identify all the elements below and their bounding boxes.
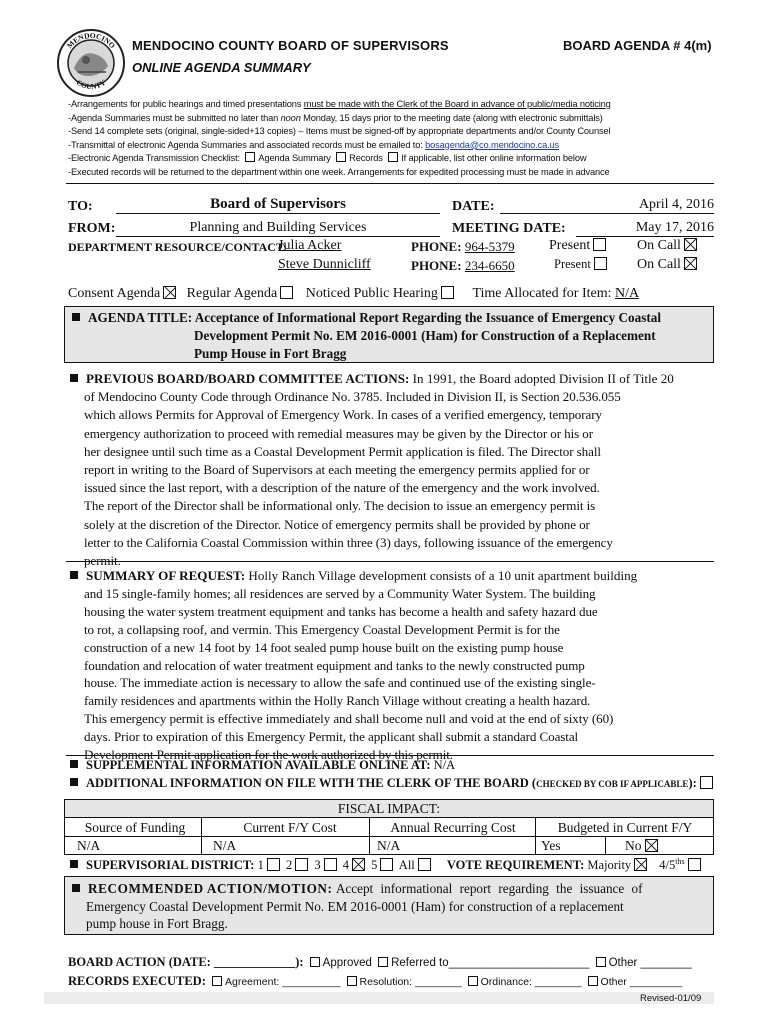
consent-agenda-checkbox[interactable] — [163, 286, 176, 299]
fiscal-value-annual: N/A — [377, 838, 401, 853]
referred-checkbox[interactable] — [378, 957, 388, 967]
paragraph-line: of Mendocino County Code through Ordinance No. 3785. Included in Division II, is Section 20.536.055 — [84, 389, 621, 405]
paragraph-line: to rot, a collapsing roof, and vermin. This Emergency Coastal Development Permit is for the — [84, 621, 560, 637]
ordinance-checkbox[interactable] — [468, 976, 478, 986]
district-3-checkbox[interactable] — [324, 858, 337, 871]
oncall-row-2: On Call — [637, 257, 700, 273]
svg-text:MENDOCINO: MENDOCINO — [64, 30, 118, 51]
paragraph-line: days. Prior to expiration of this Emergency Permit, the applicant shall submit a standard Coastal — [84, 729, 579, 745]
divider — [66, 755, 714, 756]
from-label: FROM: — [68, 221, 116, 236]
present-checkbox-1[interactable] — [593, 238, 606, 251]
present-row-2: Present — [554, 257, 610, 272]
phone-row-2: PHONE: 234-6650 — [411, 258, 515, 273]
page-title: MENDOCINO COUNTY BOARD OF SUPERVISORS — [132, 38, 449, 53]
footer-bar — [44, 992, 714, 1004]
paragraph-line: letter to the California Coastal Commission within three (3) days, following issuance of the emergency — [84, 534, 613, 550]
paragraph-line: issued since the last report, with a description of the nature of the emergency and the work involved. — [84, 480, 600, 496]
oncall-row-1: On Call — [637, 238, 700, 254]
recommended-action: RECOMMENDED ACTION/MOTION: Accept informational report regarding the issuance of Emergency Coastal Development Permit No. EM 2016-0001 (Ham) for construction of a replacement pump house in Fort Bragg. — [72, 880, 643, 933]
additional-info: ADDITIONAL INFORMATION ON FILE WITH THE CLERK OF THE BOARD (CHECKED BY COB IF APPLICABLE): — [70, 776, 716, 791]
board-action-row: BOARD ACTION (DATE: _____________): Approved Referred to______________________ Other ________ — [68, 955, 692, 969]
district-2-checkbox[interactable] — [295, 858, 308, 871]
oncall-checkbox-2[interactable] — [684, 257, 697, 270]
instruction-line: -Transmittal of electronic Agenda Summaries and associated records must be emailed to: bosagenda@co.mendocino.ca.us — [68, 139, 560, 150]
agenda-summary-checkbox[interactable] — [245, 152, 255, 162]
paragraph-line: foundation and relocation of water treatment equipment and tanks to the newly constructed pump — [84, 657, 585, 673]
phone-1: 964-5379 — [464, 239, 515, 254]
supplemental-value: N/A — [433, 758, 456, 772]
other-action-checkbox[interactable] — [596, 957, 606, 967]
paragraph-line: report in writing to the Board of Supervisors at each meeting the emergency permits applied for or — [84, 462, 590, 478]
budgeted-no-checkbox[interactable] — [645, 839, 658, 852]
summary-of-request: SUMMARY OF REQUEST: Holly Ranch Village development consists of a 10 unit apartment building and 15 single-family homes; all residences are served by a Community Water System. The building housing the water system treatment equipment and tanks has become a health and safety hazard due to rot, a collapsing roof, and vermin. This Emergency Coastal Development Permit is for the construction of a new 14 foot by 14 foot sealed pump house built on the existing pump house foundation and relocation of water treatment equipment and tanks to the newly constructed pump house. The immediate action is necessary to allow the safe and continued use of the existing single- family residences and apartments within the Holly Ranch Village without creating a health hazard. This emergency permit is effective immediately and shall become null and void at the end of sixty (60) days. Prior to expiration of this Emergency Permit, the applicant shall submit a standard Coastal Development Permit application for the work authorized by this permit. — [70, 567, 714, 764]
county-seal — [56, 28, 126, 98]
regular-agenda-checkbox[interactable] — [280, 286, 293, 299]
paragraph-line: This emergency permit is effective immediately and shall become null and void at the end of sixty (60) — [84, 711, 614, 727]
cob-checked-checkbox[interactable] — [700, 776, 713, 789]
resolution-checkbox[interactable] — [347, 976, 357, 986]
fiscal-value-source: N/A — [77, 838, 101, 853]
fiscal-value-current: N/A — [213, 838, 237, 853]
fiscal-header-current: Current F/Y Cost — [243, 820, 337, 835]
fiscal-impact-table — [64, 799, 714, 855]
other-online-checkbox[interactable] — [388, 152, 398, 162]
dept-contact-label: DEPARTMENT RESOURCE/CONTACT: — [68, 240, 288, 254]
paragraph-line: solely at the discretion of the Director. Notice of emergency permits shall be provided by phone or — [84, 516, 590, 532]
fiscal-budgeted-no: No — [625, 837, 661, 855]
to-label: TO: — [68, 199, 93, 214]
records-checkbox[interactable] — [336, 152, 346, 162]
supplemental-info: SUPPLEMENTAL INFORMATION AVAILABLE ONLINE AT: N/A — [70, 758, 455, 773]
contact-name-2: Steve Dunnicliff — [278, 257, 371, 272]
bosagenda-email-link[interactable]: bosagenda@co.mendocino.ca.us — [425, 139, 560, 150]
paragraph-line: and 15 single-family homes; all residences are served by a Community Water System. The building — [84, 585, 596, 601]
paragraph-line: emergency authorization to proceed with remedial measures may be given by the Director or his or — [84, 425, 593, 441]
supervisorial-district-row: SUPERVISORIAL DISTRICT: 1 2 3 4 5 All VOTE REQUIREMENT: Majority $4/5^{ths}$ — [70, 857, 704, 873]
meeting-date-value: May 17, 2016 — [576, 220, 714, 237]
approved-checkbox[interactable] — [310, 957, 320, 967]
instruction-line: -Agenda Summaries must be submitted no later than noon Monday, 15 days prior to the meeting date (along with electronic submittals) — [68, 112, 603, 123]
district-4-checkbox[interactable] — [352, 858, 365, 871]
paragraph-line: house. The immediate action is necessary to allow the safe and continued use of the existing single- — [84, 675, 596, 691]
divider — [66, 183, 714, 184]
contact-name-1: Julia Acker — [278, 238, 342, 253]
fiscal-header-source: Source of Funding — [84, 820, 186, 835]
phone-2: 234-6650 — [464, 258, 515, 273]
majority-checkbox[interactable] — [634, 858, 647, 871]
present-checkbox-2[interactable] — [594, 257, 607, 270]
agenda-type-row: Consent Agenda Regular Agenda Noticed Public Hearing Time Allocated for Item: N/A — [68, 286, 640, 301]
paragraph-line: her designee until such time as a Coastal Development Permit application is filed. The Director shall — [84, 443, 601, 459]
meeting-date-label: MEETING DATE: — [452, 221, 566, 236]
district-all-checkbox[interactable] — [418, 858, 431, 871]
instruction-line: -Arrangements for public hearings and timed presentations must be made with the Clerk of the Board in advance of public/media noticing — [68, 99, 611, 109]
paragraph-line: Development Permit application for the work authorized by this permit. — [84, 747, 453, 763]
revised-date: Revised-01/09 — [640, 993, 702, 1004]
district-1-checkbox[interactable] — [267, 858, 280, 871]
instruction-line: -Send 14 complete sets (original, single-sided+13 copies) – Items must be signed-off by appropriate departments and/or County Counsel — [68, 126, 611, 137]
instruction-line: -Executed records will be returned to the department within one week. Arrangements for expedited processing must be made in advance — [68, 166, 610, 177]
divider — [66, 561, 714, 562]
date-label: DATE: — [452, 199, 495, 214]
instructions — [68, 98, 708, 180]
to-value: Board of Supervisors — [116, 196, 440, 214]
other-record-checkbox[interactable] — [588, 976, 598, 986]
agenda-title: AGENDA TITLE: Acceptance of Informational Report Regarding the Issuance of Emergency Coastal Development Permit No. EM 2016-0001 (Ham) for Construction of a Replacement Pump House in Fort Bragg — [72, 309, 661, 363]
paragraph-line: which allows Permits for Approval of Emergency Work. In cases of a verified emergency, temporary — [84, 407, 602, 423]
instruction-line: -Electronic Agenda Transmission Checklist: Agenda Summary Records If applicable, list other online information below — [68, 153, 587, 164]
fiscal-budgeted-yes: Yes — [541, 838, 561, 853]
fiscal-title: FISCAL IMPACT: — [65, 800, 713, 818]
noticed-hearing-checkbox[interactable] — [441, 286, 454, 299]
date-value: April 4, 2016 — [500, 197, 714, 214]
paragraph-line: The report of the Director shall be informational only. The decision to issue an emergency permit is — [84, 498, 596, 514]
paragraph-line: permit. — [84, 553, 121, 569]
svg-text:COUNTY: COUNTY — [74, 77, 108, 92]
district-5-checkbox[interactable] — [380, 858, 393, 871]
agreement-checkbox[interactable] — [212, 976, 222, 986]
time-allocated-value: N/A — [615, 286, 640, 301]
records-executed-row: RECORDS EXECUTED: Agreement: __________ Resolution: ________ Ordinance: ________ Other _________ — [68, 974, 683, 988]
four-fifths-checkbox[interactable] — [688, 858, 701, 871]
fiscal-header-annual: Annual Recurring Cost — [390, 820, 516, 835]
phone-row-1: PHONE: 964-5379 — [411, 239, 515, 254]
present-row-1: Present — [549, 238, 609, 254]
page-subtitle: ONLINE AGENDA SUMMARY — [132, 60, 311, 75]
from-value: Planning and Building Services — [116, 220, 440, 237]
oncall-checkbox-1[interactable] — [684, 238, 697, 251]
paragraph-line: family residences and apartments within the Holly Ranch Village without creating a health hazard. — [84, 693, 591, 709]
fiscal-header-budgeted: Budgeted in Current F/Y — [557, 820, 693, 835]
paragraph-line: housing the water system treatment equipment and tanks has become a health and safety hazard due — [84, 603, 598, 619]
agenda-number: BOARD AGENDA # 4(m) — [563, 38, 712, 53]
paragraph-line: construction of a new 14 foot by 14 foot sealed pump house built on the existing pump house — [84, 639, 564, 655]
previous-actions: PREVIOUS BOARD/BOARD COMMITTEE ACTIONS: In 1991, the Board adopted Division II of Title 20 of Mendocino County Code through Ordinance No. 3785. Included in Division II, is Section 20.536.055 which allows Permits for Approval of Emergency Work. In cases of a verified emergency, temporary emergency authorization to proceed with remedial measures may be given by the Director or his or her designee until such time as a Coastal Development Permit application is filed. The Director shall report in writing to the Board of Supervisors at each meeting the emergency permits applied for or issued since the last report, with a description of the nature of the emergency and the work involved. The report of the Director shall be informational only. The decision to issue an emergency permit is solely at the discretion of the Director. Notice of emergency permits shall be provided by phone or letter to the California Coastal Commission within three (3) days, following issuance of the emergency permit. — [70, 370, 714, 570]
